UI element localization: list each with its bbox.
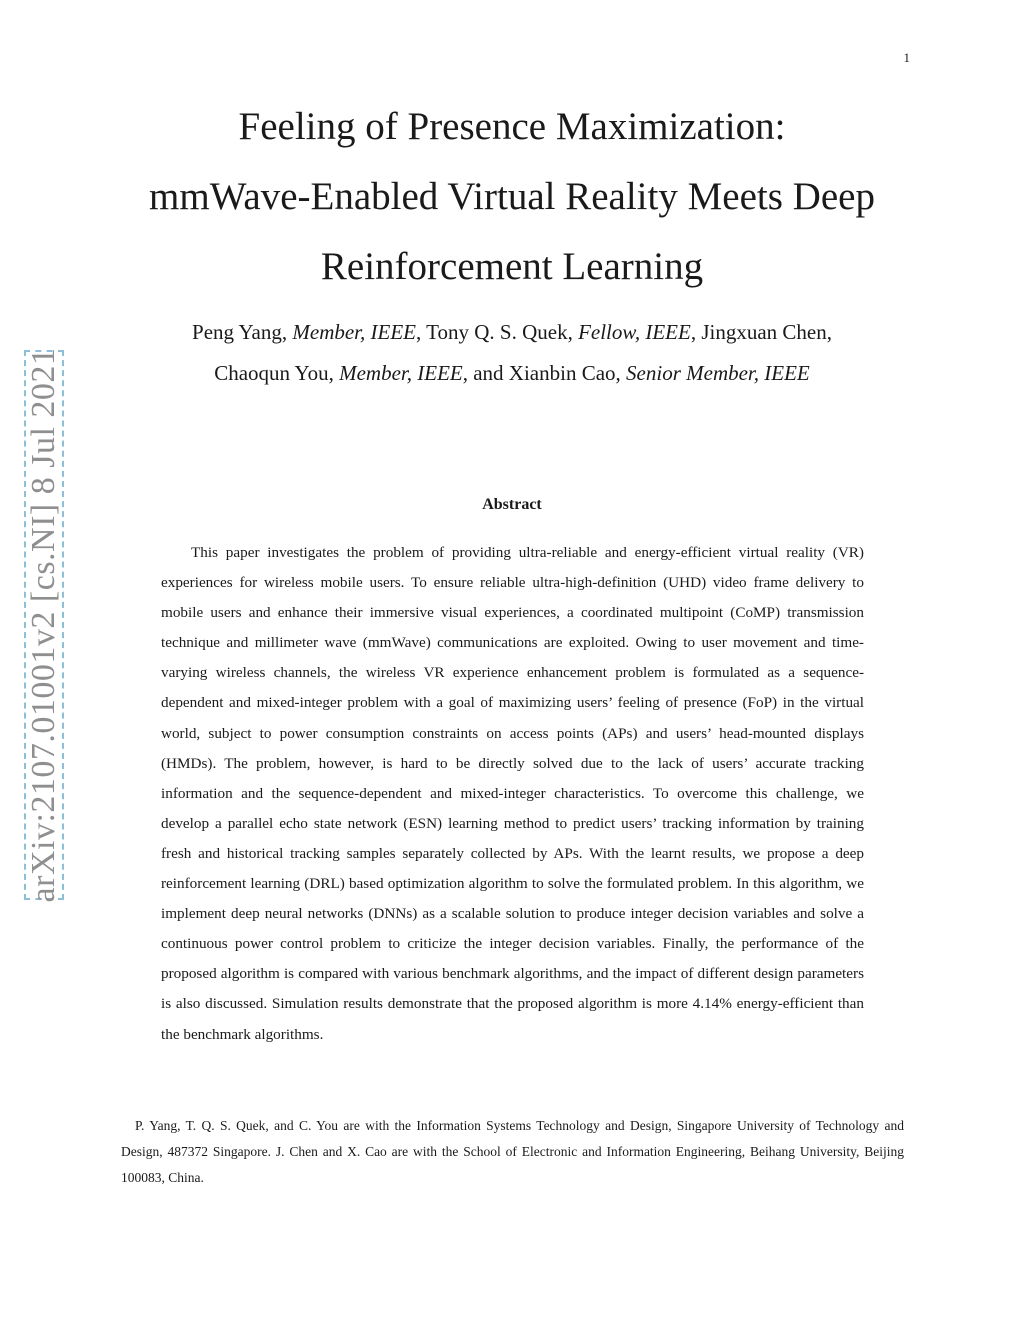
title-line-3: Reinforcement Learning: [320, 245, 704, 288]
abstract-body: This paper investigates the problem of providing ultra-reliable and energy-efficient virtual reality (VR) experiences for wireless mobile users. To ensure reliable ultra-high-definition (UHD) video frame delivery to mobile users and enhance their immersive visual experiences, a coordinated multipoint (CoMP) transmission technique and millimeter wave (mmWave) communications are exploited. Owing to user movement and time-varying wireless channels, the wireless VR experience enhancement problem is formulated as a sequence-dependent and mixed-integer problem with a goal of maximizing users’ feeling of presence (FoP) in the virtual world, subject to power consumption constraints on access points (APs) and users’ head-mounted displays (HMDs). The problem, however, is hard to be directly solved due to the lack of users’ accurate tracking information and the sequence-dependent and mixed-integer characteristics. To overcome this challenge, we develop a parallel echo state network (ESN) learning method to predict users’ tracking information by training fresh and historical tracking samples separately collected by APs. With the learnt results, we propose a deep reinforcement learning (DRL) based optimization algorithm to solve the formulated problem. In this algorithm, we implement deep neural networks (DNNs) as a scalable solution to produce integer decision variables and solve a continuous power control problem to criticize the integer decision variables. Finally, the performance of the proposed algorithm is compared with various benchmark algorithms, and the impact of different design parameters is also discussed. Simulation results demonstrate that the proposed algorithm is more 4.14% energy-efficient than the benchmark algorithms.: [161, 544, 864, 1043]
author-list: [60, 312, 964, 394]
author-line-2: [60, 353, 964, 394]
title-line-1: Feeling of Presence Maximization:: [238, 105, 786, 148]
title-line-2: mmWave-Enabled Virtual Reality Meets Deep: [149, 175, 875, 218]
author-name: , and Xianbin Cao,: [462, 361, 627, 385]
arxiv-stamp: [24, 347, 64, 903]
affiliation-footnote: P. Yang, T. Q. S. Quek, and C. You are with the Information Systems Technology and Design, Singapore University of Technology and Design, 487372 Singapore. J. Chen and X. Cao are with the School of Electronic and Information Engineering, Beihang University, Beijing 100083, China.: [121, 1118, 904, 1185]
author-name: Peng Yang,: [192, 320, 293, 344]
author-role: Senior Member, IEEE: [626, 361, 810, 385]
author-role: Member, IEEE: [292, 320, 416, 344]
page-number: 1: [903, 50, 910, 65]
author-name: , Tony Q. S. Quek,: [416, 320, 579, 344]
author-name: , Jingxuan Chen,: [690, 320, 832, 344]
author-role: Fellow, IEEE: [578, 320, 691, 344]
author-line-1: [60, 312, 964, 353]
abstract-heading: Abstract: [482, 496, 542, 513]
arxiv-stamp-text: arXiv:2107.01001v2 [cs.NI] 8 Jul 2021: [25, 347, 62, 903]
paper-title: [60, 92, 964, 302]
author-role: Member, IEEE: [339, 361, 463, 385]
author-name: Chaoqun You,: [214, 361, 340, 385]
